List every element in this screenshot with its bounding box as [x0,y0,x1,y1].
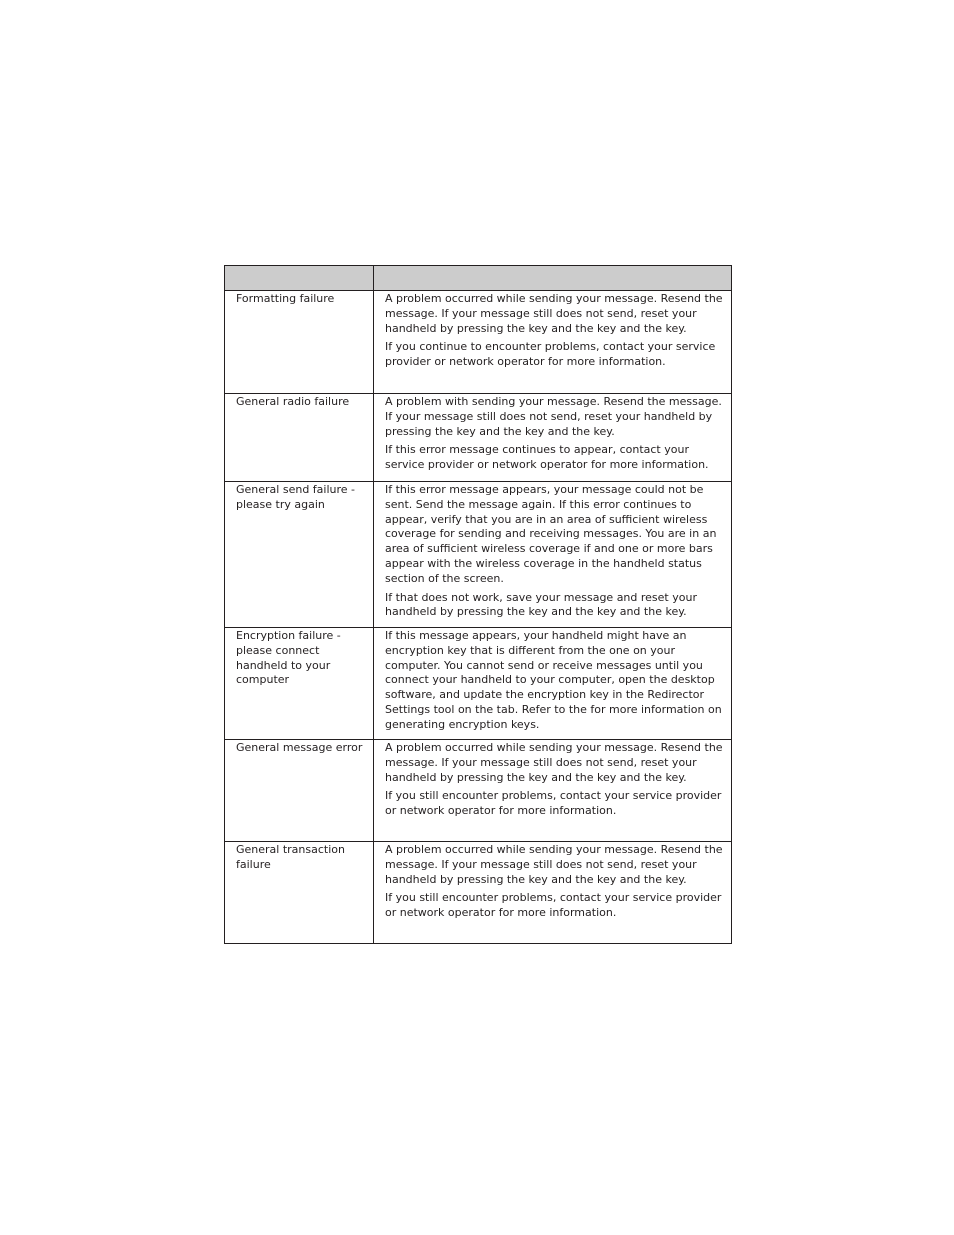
header-description-column [374,266,732,291]
description-paragraph: A problem occurred while sending your message. Resend the message. If your message still does not send, reset your handheld by pressing the key and the key and the key. [385,741,723,784]
error-message-cell: Formatting failure [225,291,374,394]
description-paragraph: If this error message appears, your message could not be sent. Send the message again. If this error continues to appear, verify that you are in an area of sufficient wireless coverage for sending and receiving messages. You are in an area of sufficient wireless coverage if and one or more bars appear with the wireless coverage in the handheld status section of the screen. [385,483,717,585]
table-row [225,291,732,394]
error-message-cell: General message error [225,740,374,842]
table-row [225,394,732,482]
description-paragraph: A problem occurred while sending your message. Resend the message. If your message still does not send, reset your handheld by pressing the key and the key and the key. [385,843,723,886]
error-description-cell [374,740,732,842]
table-row [225,482,732,628]
description-paragraph: If you continue to encounter problems, contact your service provider or network operator for more information. [385,340,716,369]
error-description-cell [374,842,732,944]
error-description-cell [374,291,732,394]
error-message-cell: General radio failure [225,394,374,482]
error-description-cell [374,482,732,628]
error-description-cell [374,628,732,740]
error-message-cell: General transaction failure [225,842,374,944]
description-paragraph: If this error message continues to appear, contact your service provider or network operator for more information. [385,443,709,472]
description-paragraph: If that does not work, save your message and reset your handheld by pressing the key and the key and the key. [385,590,697,619]
table-row [225,740,732,842]
error-message-cell: Encryption failure - please connect handheld to your computer [225,628,374,740]
description-paragraph: A problem occurred while sending your message. Resend the message. If your message still does not send, reset your handheld by pressing the key and the key and the key. [385,292,723,335]
error-message-table [224,265,732,944]
description-paragraph: A problem with sending your message. Resend the message. If your message still does not send, reset your handheld by pressing the key and the key and the key. [385,395,722,438]
description-paragraph: If this message appears, your handheld might have an encryption key that is different from the one on your computer. You cannot send or receive messages until you connect your handheld to your computer, open the desktop software, and update the encryption key in the Redirector Settings tool on the tab. Refer to the for more information on generating encryption keys. [385,629,722,731]
description-paragraph: If you still encounter problems, contact your service provider or network operator for more information. [385,891,722,920]
error-message-cell: General send failure - please try again [225,482,374,628]
header-message-column [225,266,374,291]
error-description-cell [374,394,732,482]
table-header-row [225,266,732,291]
description-paragraph: If you still encounter problems, contact your service provider or network operator for more information. [385,789,722,818]
table-row [225,628,732,740]
table-row [225,842,732,944]
